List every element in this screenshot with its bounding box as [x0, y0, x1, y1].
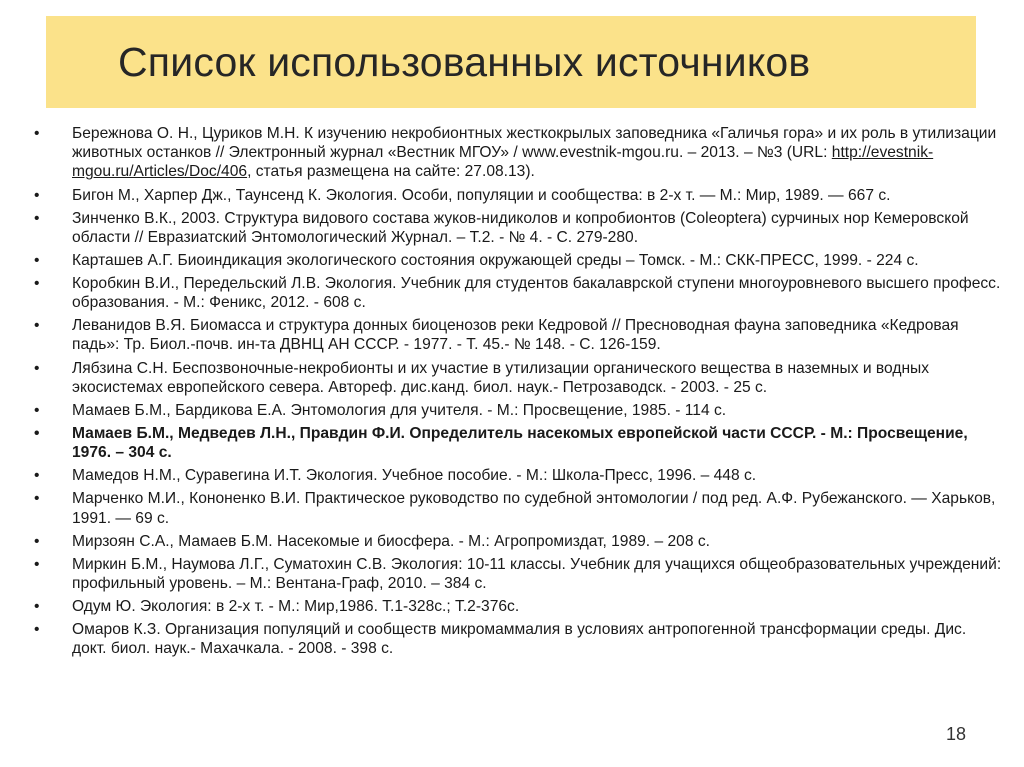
- reference-text: Бигон М., Харпер Дж., Таунсенд К. Экология. Особи, популяции и сообщества: в 2-х т. — М.: Мир, 1989. — 667 с.: [72, 186, 891, 204]
- reference-item: [30, 274, 1005, 312]
- reference-text: Марченко М.И., Кононенко В.И. Практическое руководство по судебной энтомологии / под ред. А.Ф. Рубежанского. — Харьков, 1991. — 69 с.: [72, 490, 996, 527]
- reference-text: Карташев А.Г. Биоиндикация экологического состояния окружающей среды – Томск. - М.: СКК-ПРЕСС, 1999. - 224 с.: [72, 251, 919, 269]
- reference-text: Мамаев Б.М., Бардикова Е.А. Энтомология для учителя. - М.: Просвещение, 1985. - 114 с.: [72, 401, 727, 419]
- reference-text: Омаров К.З. Организация популяций и сообществ микромаммалия в условиях антропогенной трансформации среды. Дис. докт. биол. наук.- Махачкала. - 2008. - 398 с.: [72, 621, 967, 658]
- reference-text: Зинченко В.К., 2003. Структура видового состава жуков-нидиколов и копробионтов (Coleoptera) сурчиных нор Кемеровской области // Евразиатский Энтомологический Журнал. – Т.2. - № 4. - С. 279-280.: [72, 209, 969, 246]
- reference-item: [30, 424, 1005, 462]
- bullet-marker: •: [34, 401, 40, 419]
- bullet-marker: •: [34, 532, 40, 550]
- reference-item: [30, 186, 1005, 205]
- bullet-marker: •: [34, 274, 40, 292]
- reference-text: Миркин Б.М., Наумова Л.Г., Суматохин С.В. Экология: 10-11 классы. Учебник для учащихся общеобразовательных учреждений: профильный уровень. – М.: Вентана-Граф, 2010. – 384 с.: [72, 555, 1002, 592]
- title-banner: [46, 16, 976, 108]
- bullet-marker: •: [34, 186, 40, 204]
- reference-item: [30, 316, 1005, 354]
- reference-item: [30, 401, 1005, 420]
- reference-list: [30, 124, 1005, 662]
- slide-title: Список использованных источников: [118, 38, 811, 85]
- reference-item: [30, 532, 1005, 551]
- reference-item: [30, 251, 1005, 270]
- reference-item: [30, 489, 1005, 527]
- reference-text: Одум Ю. Экология: в 2-х т. - М.: Мир,1986. Т.1-328с.; Т.2-376с.: [72, 598, 520, 616]
- bullet-marker: •: [34, 490, 40, 508]
- reference-item: [30, 555, 1005, 593]
- bullet-marker: •: [34, 251, 40, 269]
- page-number: 18: [945, 724, 966, 744]
- reference-text: Мамедов Н.М., Суравегина И.Т. Экология. Учебное пособие. - М.: Школа-Пресс, 1996. – 448 с.: [72, 467, 757, 485]
- reference-item: [30, 597, 1005, 616]
- reference-link[interactable]: http://evestnik-mgou.ru/Articles/Doc/406: [72, 144, 934, 181]
- reference-item: [30, 124, 1005, 182]
- reference-item: [30, 466, 1005, 485]
- bullet-marker: •: [34, 621, 40, 639]
- reference-item: [30, 209, 1005, 247]
- bullet-marker: •: [34, 125, 40, 142]
- reference-text: Лябзина С.Н. Беспозвоночные-некробионты и их участие в утилизации органического вещества в наземных и водных экосистемах европейского севера. Автореф. дис.канд. биол. наук.- Петрозаводск. - 2003. - 25 с.: [72, 359, 930, 396]
- reference-item: [30, 620, 1005, 658]
- reference-text: Леванидов В.Я. Биомасса и структура донных биоценозов реки Кедровой // Пресноводная фауна заповедника «Кедровая падь»: Тр. Биол.-почв. ин-та ДВНЦ АН СССР. - 1977. - Т. 45.- № 148. - С. 126-159.: [72, 317, 959, 354]
- reference-text: , статья размещена на сайте: 27.08.13).: [247, 163, 535, 181]
- reference-text: Мамаев Б.М., Медведев Л.Н., Правдин Ф.И. Определитель насекомых европейской части СССР. - М.: Просвещение, 1976. – 304 с.: [72, 424, 968, 462]
- bullet-marker: •: [34, 317, 40, 335]
- bullet-marker: •: [34, 424, 40, 442]
- reference-text: Мирзоян С.А., Мамаев Б.М. Насекомые и биосфера. - М.: Агропромиздат, 1989. – 208 с.: [72, 532, 710, 550]
- bullet-marker: •: [34, 555, 40, 573]
- reference-text: Бережнова О. Н., Цуриков М.Н. К изучению некробионтных жесткокрылых заповедника «Галичья гора» и их роль в утилизации животных останков // Электронный журнал «Вестник МГОУ» / www.evestnik-mgou.ru. – 2013. – №3 (URL:: [72, 125, 997, 162]
- reference-text: Коробкин В.И., Передельский Л.В. Экология. Учебник для студентов бакалаврской ступени многоуровневого высшего професс. образования. - М.: Феникс, 2012. - 608 с.: [72, 274, 1001, 312]
- bullet-marker: •: [34, 359, 40, 377]
- bullet-marker: •: [34, 209, 40, 227]
- reference-item: [30, 359, 1005, 397]
- bullet-marker: •: [34, 467, 40, 485]
- bullet-marker: •: [34, 598, 40, 616]
